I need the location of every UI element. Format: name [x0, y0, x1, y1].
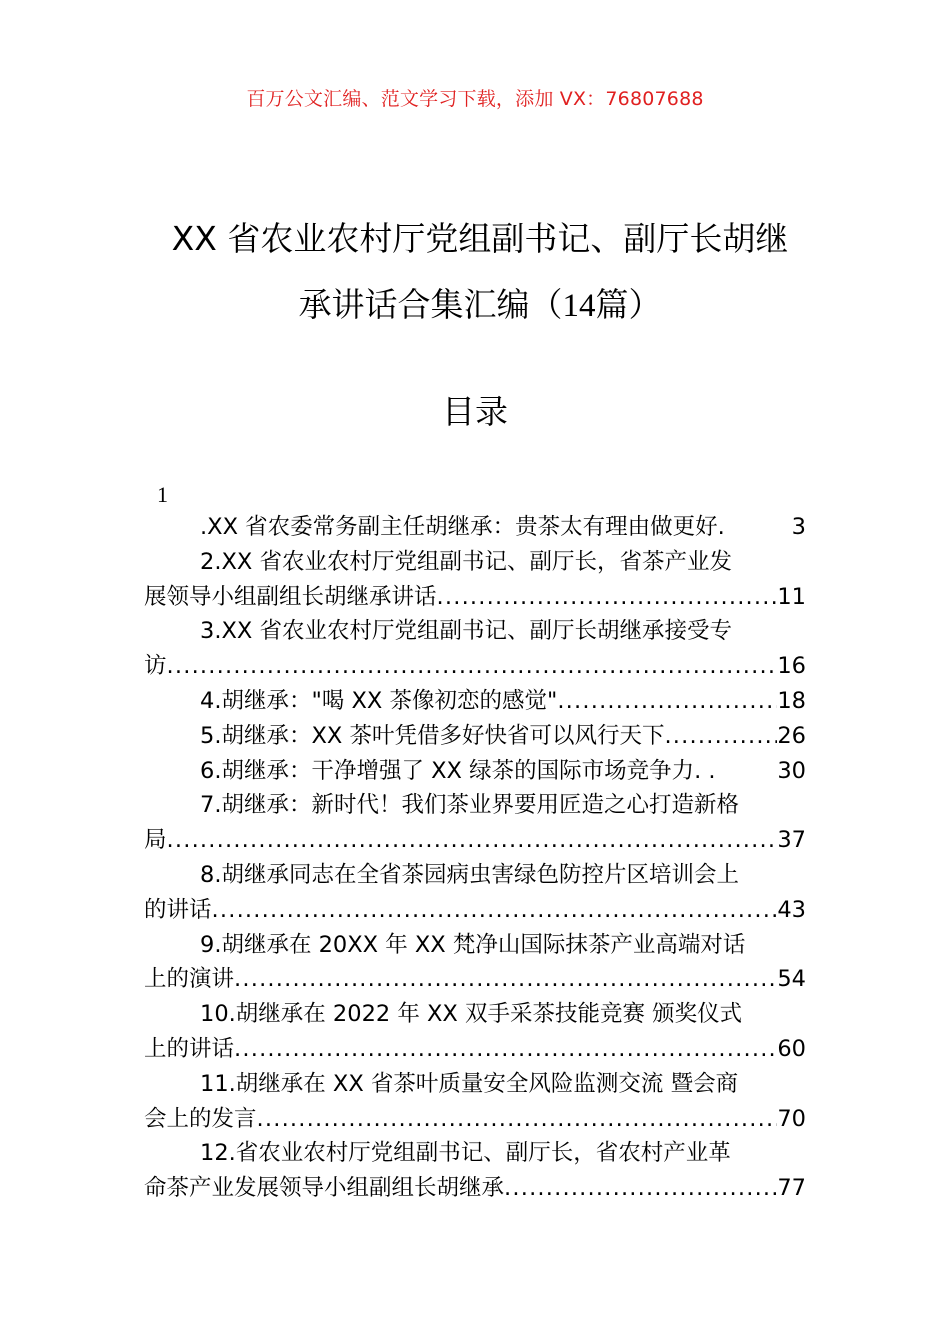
- toc-entry[interactable]: [144, 545, 806, 615]
- toc-page-number: 77: [777, 1175, 806, 1202]
- toc-entry-line: [144, 997, 806, 1032]
- title-line-2: [140, 272, 820, 339]
- toc-entry-line: [144, 1102, 806, 1137]
- toc-entry-line: [144, 1171, 806, 1206]
- toc-entry[interactable]: [144, 754, 806, 789]
- toc-entry[interactable]: [144, 614, 806, 684]
- title-article-count: 14: [562, 288, 596, 324]
- toc-entry[interactable]: [144, 510, 806, 545]
- toc-leader-dots: [167, 823, 778, 858]
- toc-entry-line: [144, 545, 806, 580]
- document-title: [140, 206, 820, 339]
- toc-heading: 目录: [442, 392, 508, 431]
- toc-page-number: 37: [777, 827, 806, 854]
- toc-page-number: 11: [777, 583, 806, 610]
- toc-page-number: 70: [777, 1105, 806, 1132]
- toc-page-number: 30: [777, 757, 806, 784]
- toc-entry-line: [144, 614, 806, 649]
- toc-entry-line: [144, 1032, 806, 1067]
- toc-leader-dots: [234, 1032, 777, 1067]
- toc-page-number: 54: [777, 966, 806, 993]
- toc-entry[interactable]: [144, 997, 806, 1067]
- toc-entry-title: 11.胡继承在 XX 省茶叶质量安全风险监测交流 暨会商: [200, 1070, 739, 1097]
- toc-entry-title: 局: [144, 827, 167, 854]
- toc-page-number: 43: [777, 896, 806, 923]
- toc-entry[interactable]: [144, 1136, 806, 1206]
- toc-leader-dots: [257, 1102, 778, 1137]
- toc-entry-line: [144, 649, 806, 684]
- toc-entry[interactable]: [144, 1067, 806, 1137]
- toc-entry-title: 9.胡继承在 20XX 年 XX 梵净山国际抹茶产业高端对话: [200, 931, 746, 958]
- toc-entry-title: 上的演讲: [144, 966, 235, 993]
- toc-entry-line: [144, 823, 806, 858]
- toc-page-number: 26: [777, 722, 806, 749]
- toc-page-number: 60: [777, 1035, 806, 1062]
- toc-entry-title: 3.XX 省农业农村厅党组副书记、副厅长胡继承接受专: [200, 618, 732, 645]
- title-line-2-suffix: 篇）: [595, 285, 662, 324]
- toc-entry-line: [144, 928, 806, 963]
- toc-entry-title: 8.胡继承同志在全省茶园病虫害绿色防控片区培训会上: [200, 861, 739, 888]
- toc-entry-title: 12.省农业农村厅党组副书记、副厅长，省农村产业革: [200, 1140, 731, 1167]
- toc-entry-line: [144, 684, 806, 719]
- toc-entry-title: 7.胡继承：新时代！我们茶业界要用匠造之心打造新格: [200, 792, 739, 819]
- toc-entry-line: [144, 1136, 806, 1171]
- toc-entry[interactable]: [144, 684, 806, 719]
- toc-entry-title: 5.胡继承：XX 茶叶凭借多好快省可以风行天下: [200, 722, 665, 749]
- toc-entry-title: 命茶产业发展领导小组副组长胡继承: [144, 1175, 505, 1202]
- toc-leader-dots: [437, 580, 778, 615]
- title-line-2-prefix: 承讲话合集汇编（: [298, 285, 563, 324]
- toc-entry-line: [144, 962, 806, 997]
- title-line-1: XX 省农业农村厅党组副书记、副厅长胡继: [171, 219, 789, 258]
- table-of-contents: [144, 510, 806, 1206]
- toc-page-number: 16: [777, 653, 806, 680]
- toc-page-number: 18: [777, 687, 806, 714]
- toc-entry[interactable]: [144, 788, 806, 858]
- toc-leader-dots: [557, 684, 777, 719]
- toc-entry-line: [144, 1067, 806, 1102]
- toc-entry-title: 会上的发言: [144, 1105, 257, 1132]
- toc-first-number: 1: [157, 482, 168, 507]
- toc-leader-dots: [167, 649, 778, 684]
- toc-entry-line: [144, 580, 806, 615]
- toc-entry-line: [144, 858, 806, 893]
- toc-entry-line: [144, 754, 806, 789]
- toc-entry-title: 10.胡继承在 2022 年 XX 双手采茶技能竞赛 颁奖仪式: [200, 1001, 743, 1028]
- toc-entry-line: [144, 893, 806, 928]
- toc-entry[interactable]: [144, 928, 806, 998]
- toc-entry-title: 4.胡继承："喝 XX 茶像初恋的感觉": [200, 687, 558, 714]
- toc-entry[interactable]: [144, 719, 806, 754]
- toc-entry-title: .XX 省农委常务副主任胡继承：贵茶太有理由做更好.: [200, 514, 725, 540]
- toc-entry-title: 访: [144, 653, 167, 680]
- toc-entry[interactable]: [144, 858, 806, 928]
- toc-leader-dots: [212, 893, 778, 928]
- toc-page-number: 3: [791, 514, 806, 540]
- toc-entry-title: 上的讲话: [144, 1035, 235, 1062]
- toc-entry-title: 展领导小组副组长胡继承讲话: [144, 583, 437, 610]
- toc-entry-title: 的讲话: [144, 896, 212, 923]
- toc-entry-title: 2.XX 省农业农村厅党组副书记、副厅长，省茶产业发: [200, 548, 732, 575]
- toc-leader-dots: [504, 1171, 777, 1206]
- download-banner: 百万公文汇编、范文学习下载，添加 VX：76807688: [246, 88, 704, 110]
- toc-entry-line: [144, 510, 806, 545]
- toc-leader-dots: [664, 719, 777, 754]
- toc-leader-dots: [234, 962, 777, 997]
- toc-entry-line: [144, 788, 806, 823]
- toc-entry-line: [144, 719, 806, 754]
- toc-entry-title: 6.胡继承：干净增强了 XX 绿茶的国际市场竞争力. .: [200, 757, 716, 784]
